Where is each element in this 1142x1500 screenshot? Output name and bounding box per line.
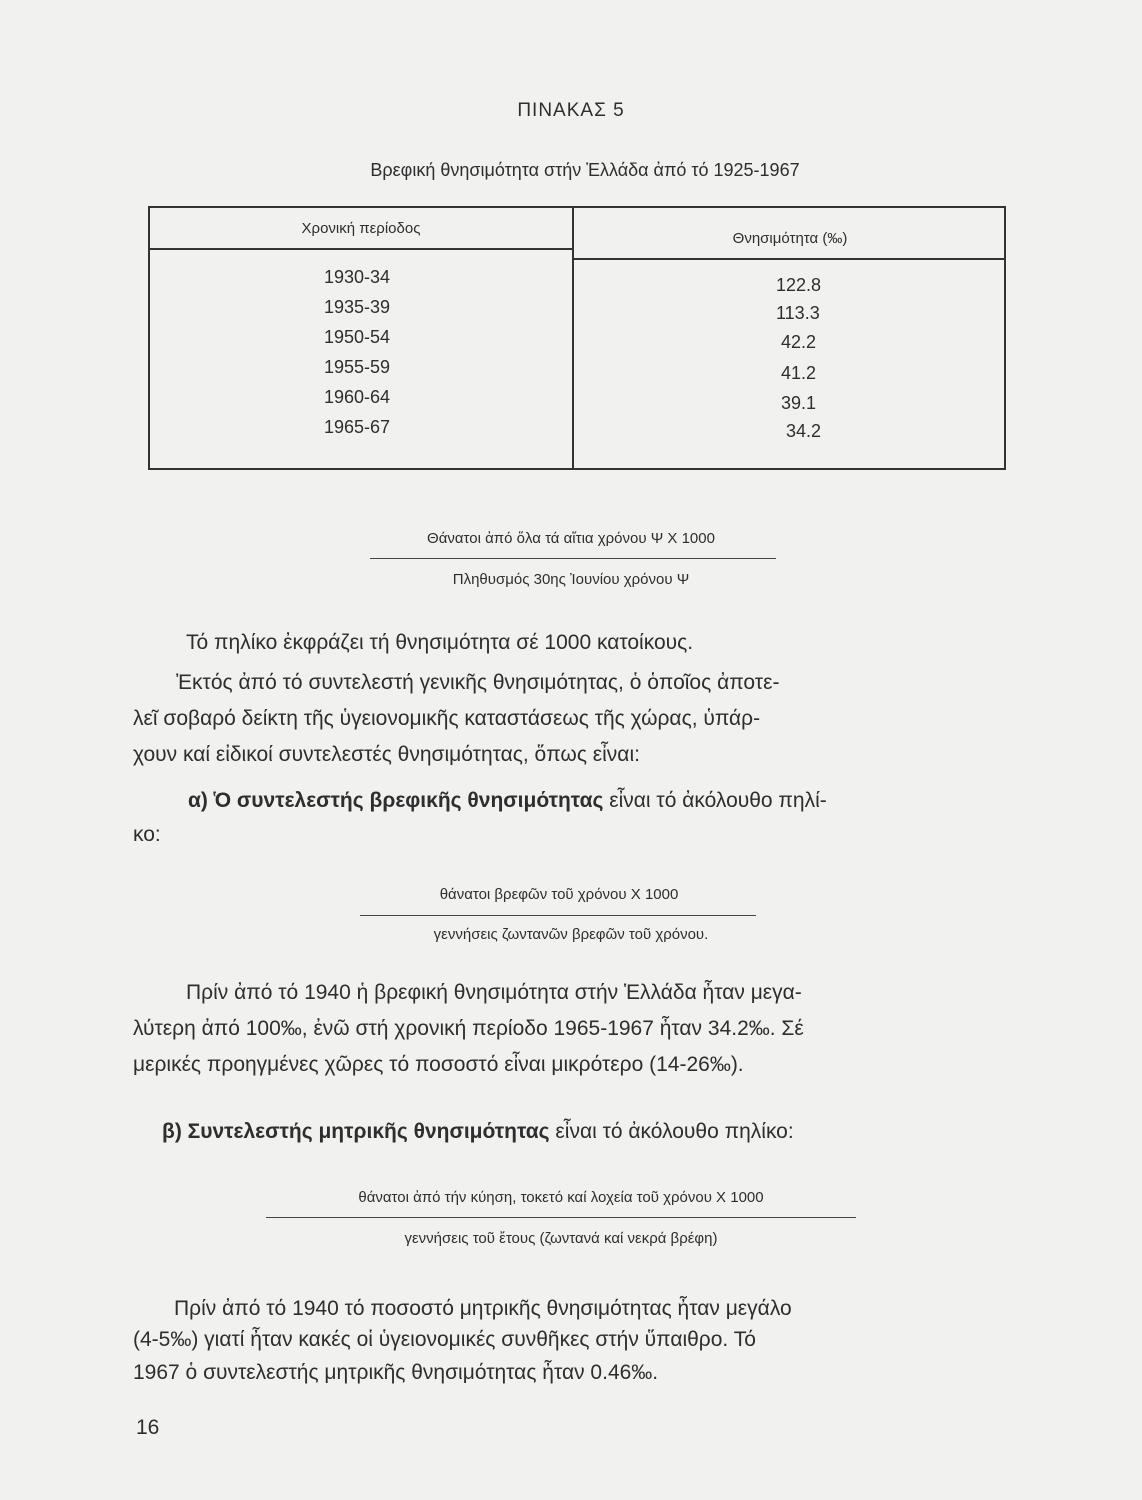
section-b-heading (162, 1117, 794, 1146)
paragraph-line: μερικές προηγμένες χῶρες τό ποσοστό εἶναι μικρότερο (14-26‰). (133, 1053, 744, 1076)
header-rule (574, 258, 1006, 260)
table-cell-period: 1960-64 (324, 387, 391, 407)
fraction-line (360, 915, 756, 916)
table-cell-period: 1955-59 (324, 357, 391, 377)
formula-b-denominator: γεννήσεις τοῦ ἔτους (ζωντανά καί νεκρά βρέφη) (404, 1230, 718, 1247)
table-cell-rate: 34.2 (786, 421, 822, 441)
table-cell-period: 1950-54 (324, 327, 391, 347)
table-caption: Βρεφική θνησιμότητα στήν Ἑλλάδα ἀπό τό 1925-1967 (370, 160, 800, 180)
paragraph-line: Πρίν ἀπό τό 1940 τό ποσοστό μητρικῆς θνησιμότητας ἦταν μεγάλο (174, 1297, 792, 1320)
page-number: 16 (136, 1416, 160, 1439)
table-cell-rate: 113.3 (776, 303, 820, 323)
table-cell-period: 1965-67 (324, 417, 391, 437)
fraction-line (370, 558, 776, 559)
column-header-period: Χρονική περίοδος (301, 220, 421, 237)
paragraph-line: λεῖ σοβαρό δείκτη τῆς ὑγειονομικῆς καταστάσεως τῆς χώρας, ὑπάρ- (133, 707, 761, 730)
table-cell-rate: 122.8 (776, 275, 822, 295)
section-a-text: εἶναι τό ἀκόλουθο πηλί- (603, 789, 827, 812)
paragraph-line: κο: (133, 823, 161, 846)
paragraph-line: Ἐκτός ἀπό τό συντελεστή γενικῆς θνησιμότητας, ὁ ὁποῖος ἀποτε- (176, 671, 780, 694)
header-rule (150, 248, 572, 250)
mortality-table (148, 206, 1006, 470)
section-b-label: β) Συντελεστής μητρικῆς θνησιμότητας (162, 1120, 550, 1143)
paragraph-line: 1967 ὁ συντελεστής μητρικῆς θνησιμότητας ἦταν 0.46‰. (133, 1361, 659, 1384)
section-a-label: α) Ὁ συντελεστής βρεφικῆς θνησιμότητας (188, 789, 604, 812)
formula-general-numerator: Θάνατοι ἀπό ὅλα τά αἴτια χρόνου Ψ Χ 1000 (427, 530, 715, 547)
formula-general-denominator: Πληθυσμός 30ης Ἰουνίου χρόνου Ψ (452, 571, 690, 588)
paragraph-line: Πρίν ἀπό τό 1940 ἡ βρεφική θνησιμότητα στήν Ἑλλάδα ἦταν μεγα- (186, 981, 802, 1004)
formula-a-numerator: θάνατοι βρεφῶν τοῦ χρόνου Χ 1000 (439, 886, 679, 903)
paragraph-line: χουν καί εἰδικοί συντελεστές θνησιμότητας, ὅπως εἶναι: (133, 743, 640, 766)
table-cell-rate: 41.2 (781, 363, 817, 383)
paragraph-line: λύτερη ἀπό 100‰, ἐνῶ στή χρονική περίοδο 1965-1967 ἦταν 34.2‰. Σέ (133, 1017, 804, 1040)
section-a-heading (188, 786, 827, 815)
table-cell-rate: 39.1 (781, 393, 817, 413)
table-cell-rate: 42.2 (781, 332, 817, 352)
section-b-text: εἶναι τό ἀκόλουθο πηλίκο: (549, 1120, 794, 1143)
table-title: ΠΙΝΑΚΑΣ 5 (517, 100, 625, 121)
paragraph-line: Τό πηλίκο ἐκφράζει τή θνησιμότητα σέ 1000 κατοίκους. (186, 631, 694, 654)
formula-a-denominator: γεννήσεις ζωντανῶν βρεφῶν τοῦ χρόνου. (433, 926, 709, 943)
table-cell-period: 1930-34 (324, 267, 391, 287)
table-cell-period: 1935-39 (324, 297, 391, 317)
formula-b-numerator: θάνατοι ἀπό τήν κύηση, τοκετό καί λοχεία τοῦ χρόνου Χ 1000 (358, 1189, 764, 1206)
column-header-rate: Θνησιμότητα (‰) (732, 230, 848, 247)
paragraph-line: (4-5‰) γιατί ἦταν κακές οἱ ὑγειονομικές συνθῆκες στήν ὕπαιθρο. Τό (133, 1328, 756, 1351)
column-divider (572, 208, 574, 470)
fraction-line (266, 1217, 856, 1218)
